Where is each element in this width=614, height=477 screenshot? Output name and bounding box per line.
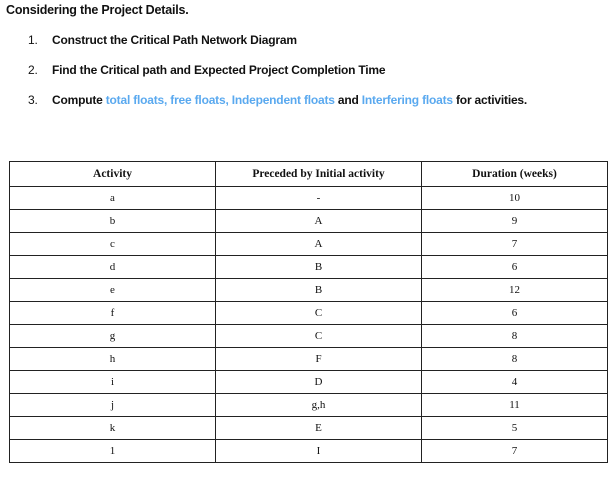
cell-duration: 11 xyxy=(422,394,608,417)
cell-preceded-by: B xyxy=(216,279,422,302)
cell-duration: 4 xyxy=(422,371,608,394)
cell-activity: a xyxy=(10,187,216,210)
table-row xyxy=(10,256,608,279)
cell-duration: 6 xyxy=(422,256,608,279)
cell-activity: 1 xyxy=(10,440,216,463)
table-row xyxy=(10,279,608,302)
cell-duration: 7 xyxy=(422,440,608,463)
cell-activity: k xyxy=(10,417,216,440)
task-text: Find the Critical path and Expected Project Completion Time xyxy=(52,63,386,77)
cell-activity: j xyxy=(10,394,216,417)
task-text-mid: and xyxy=(337,93,359,107)
activity-table-frame xyxy=(9,161,607,463)
table-row xyxy=(10,394,608,417)
cell-activity: c xyxy=(10,233,216,256)
page-heading: Considering the Project Details. xyxy=(6,3,189,17)
cell-preceded-by: B xyxy=(216,256,422,279)
table-row xyxy=(10,210,608,233)
cell-activity: b xyxy=(10,210,216,233)
header-duration: Duration (weeks) xyxy=(422,162,608,187)
cell-activity: e xyxy=(10,279,216,302)
cell-preceded-by: C xyxy=(216,325,422,348)
table-row xyxy=(10,417,608,440)
cell-duration: 12 xyxy=(422,279,608,302)
cell-preceded-by: F xyxy=(216,348,422,371)
table-row xyxy=(10,325,608,348)
table-row xyxy=(10,187,608,210)
task-text: Construct the Critical Path Network Diagram xyxy=(52,33,297,47)
cell-preceded-by: C xyxy=(216,302,422,325)
cell-duration: 8 xyxy=(422,348,608,371)
header-preceded-by: Preceded by Initial activity xyxy=(216,162,422,187)
cell-duration: 10 xyxy=(422,187,608,210)
task-number: 1. xyxy=(28,33,38,47)
cell-preceded-by: - xyxy=(216,187,422,210)
cell-activity: i xyxy=(10,371,216,394)
task-item-2 xyxy=(28,61,527,91)
activity-table xyxy=(9,161,608,463)
table-row xyxy=(10,302,608,325)
cell-duration: 7 xyxy=(422,233,608,256)
cell-preceded-by: E xyxy=(216,417,422,440)
cell-duration: 6 xyxy=(422,302,608,325)
task-list xyxy=(28,31,527,121)
table-row xyxy=(10,233,608,256)
task-highlight-interfering: Interfering floats xyxy=(361,93,453,107)
cell-activity: g xyxy=(10,325,216,348)
table-row xyxy=(10,371,608,394)
cell-preceded-by: g,h xyxy=(216,394,422,417)
task-item-1 xyxy=(28,31,527,61)
cell-duration: 8 xyxy=(422,325,608,348)
cell-preceded-by: I xyxy=(216,440,422,463)
table-header-row xyxy=(10,162,608,187)
cell-preceded-by: A xyxy=(216,210,422,233)
cell-activity: d xyxy=(10,256,216,279)
table-row xyxy=(10,440,608,463)
task-number: 2. xyxy=(28,63,38,77)
task-item-3 xyxy=(28,91,527,121)
cell-preceded-by: D xyxy=(216,371,422,394)
cell-duration: 5 xyxy=(422,417,608,440)
cell-activity: h xyxy=(10,348,216,371)
task-number: 3. xyxy=(28,93,38,107)
header-activity: Activity xyxy=(10,162,216,187)
task-text-prefix: Compute xyxy=(52,93,103,107)
task-text-suffix: for activities. xyxy=(456,93,528,107)
cell-preceded-by: A xyxy=(216,233,422,256)
task-highlight-floats: total floats, free floats, Independent floats xyxy=(105,93,335,107)
table-body xyxy=(10,187,608,463)
table-row xyxy=(10,348,608,371)
cell-duration: 9 xyxy=(422,210,608,233)
cell-activity: f xyxy=(10,302,216,325)
